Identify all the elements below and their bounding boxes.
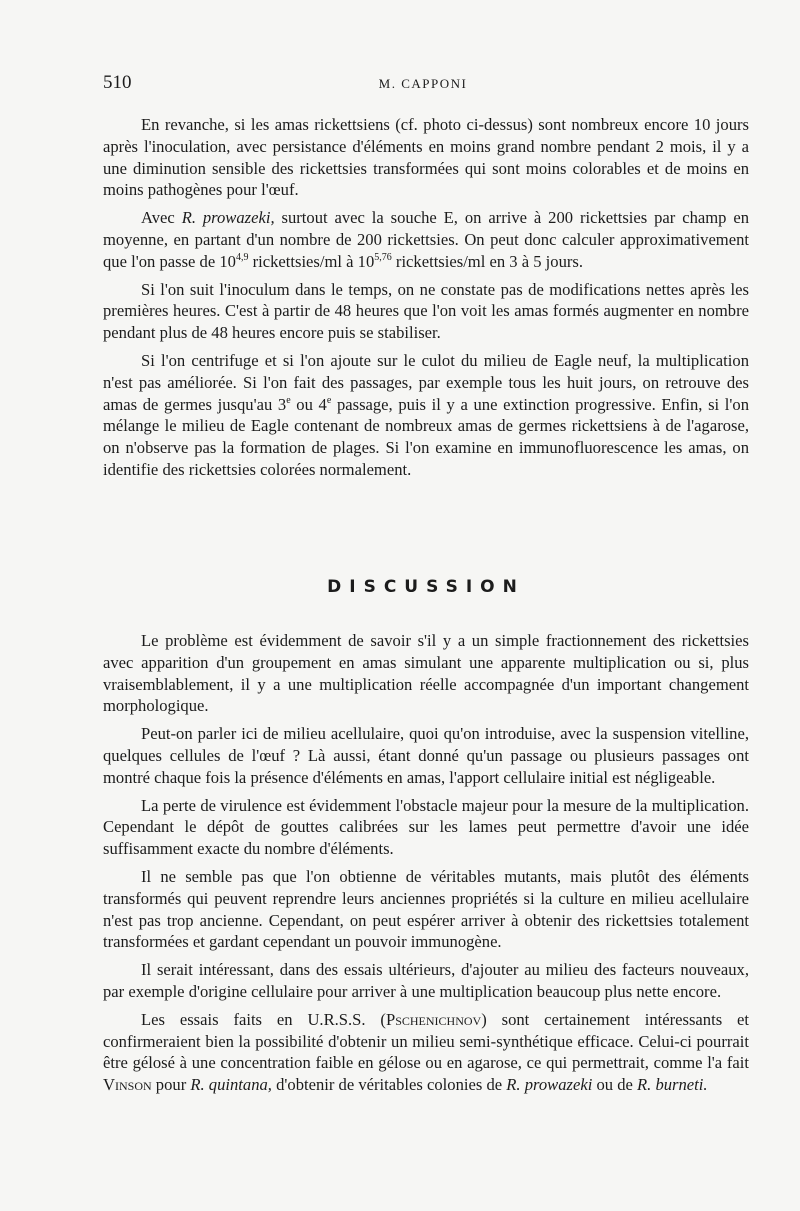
- page-number: 510: [103, 72, 132, 93]
- discussion-section: [103, 630, 749, 1102]
- page-header: [103, 72, 743, 96]
- running-head-author: M. CAPPONI: [378, 76, 468, 91]
- results-section: [103, 114, 749, 487]
- species-name: R. quintana,: [190, 1075, 272, 1095]
- paragraph: Si l'on centrifuge et si l'on ajoute sur le culot du milieu de Eagle neuf, la multiplication n'est pas améliorée. Si l'on fait des passages, par exemple tous les huit jours, on retrouve des amas de germes jusqu'au 3e ou 4e passage, puis il y a une extinction progressive. Enfin, si l'on mélange le milieu de Eagle contenant de nombreux amas de germes rickettsiens à de l'agarose, on n'observe pas la formation de plages. Si l'on examine en immunofluorescence les amas, on identifie des rickettsies colorées normalement.: [103, 350, 749, 479]
- author-name: Vinson: [103, 1075, 152, 1095]
- paragraph: La perte de virulence est évidemment l'obstacle majeur pour la mesure de la multiplication. Cependant le dépôt de gouttes calibrées sur les lames peut permettre d'avoir une idée suffisamment exacte du nombre d'éléments.: [103, 795, 749, 859]
- paragraph: Le problème est évidemment de savoir s'il y a un simple fractionnement des rickettsies avec apparition d'un groupement en amas simulant une apparente multiplication ou si, plus vraisemblablement, il y a une multiplication réelle accompagnée d'un important changement morphologique.: [103, 631, 749, 716]
- paragraph: Peut-on parler ici de milieu acellulaire, quoi qu'on introduise, avec la suspension vitelline, quelques cellules de l'œuf ? Là aussi, étant donné qu'un passage ou plusieurs passages ont montré chaque fois la présence d'éléments en amas, l'apport cellulaire initial est négligeable.: [103, 724, 749, 787]
- section-heading: DISCUSSION: [327, 577, 525, 597]
- paragraph: Il serait intéressant, dans des essais ultérieurs, d'ajouter au milieu des facteurs nouveaux, par exemple d'origine cellulaire pour arriver à une multiplication beaucoup plus nette encore.: [103, 960, 749, 1001]
- paragraph: Si l'on suit l'inoculum dans le temps, on ne constate pas de modifications nettes après les premières heures. C'est à partir de 48 heures que l'on voit les amas formés augmenter en nombre pendant plus de 48 heures encore puis se stabiliser.: [103, 279, 749, 343]
- ordinal-suffix: e: [326, 394, 332, 406]
- paragraph: Les essais faits en U.R.S.S. (Pschenichnov) sont certainement intéressants et confirmeraient bien la possibilité d'obtenir un milieu semi-synthétique efficace. Celui-ci pourrait être gélosé à une concentration faible en gélose ou en agarose, ce qui permettrait, comme l'a fait Vinson pour R. quintana, d'obtenir de véritables colonies de R. prowazeki ou de R. burneti.: [103, 1009, 750, 1095]
- species-name: R. prowazeki: [506, 1075, 593, 1095]
- paragraph: En revanche, si les amas rickettsiens (cf. photo ci-dessus) sont nombreux encore 10 jours après l'inoculation, avec persistance d'éléments en moins grand nombre pendant 2 mois, il y a une diminution sensible des rickettsies transformées qui sont moins colorables et de moins en moins pathogènes pour l'œuf.: [103, 115, 749, 200]
- exponent: 5,76: [374, 251, 392, 263]
- exponent: 4,9: [235, 251, 249, 263]
- species-name: R. prowazeki,: [181, 208, 275, 228]
- author-name: Pschenichnov: [385, 1009, 482, 1029]
- paragraph: Avec R. prowazeki, surtout avec la souche E, on arrive à 200 rickettsies par champ en moyenne, en partant d'un nombre de 200 rickettsies. On peut donc calculer approximativement que l'on passe de 10$^{4,9}$ rickettsies/ml à 10$^{5,76}$ rickettsies/ml en 3 à 5 jours.: [103, 208, 749, 271]
- species-name: R. burneti.: [637, 1075, 708, 1095]
- paragraph: Il ne semble pas que l'on obtienne de véritables mutants, mais plutôt des éléments transformés qui peuvent reprendre leurs anciennes propriétés si la culture en milieu acellulaire n'est pas trop ancienne. Cependant, on peut espérer arriver à obtenir des rickettsies totalement transformées et gardant cependant un pouvoir immunogène.: [103, 866, 749, 952]
- ordinal-suffix: e: [286, 394, 291, 406]
